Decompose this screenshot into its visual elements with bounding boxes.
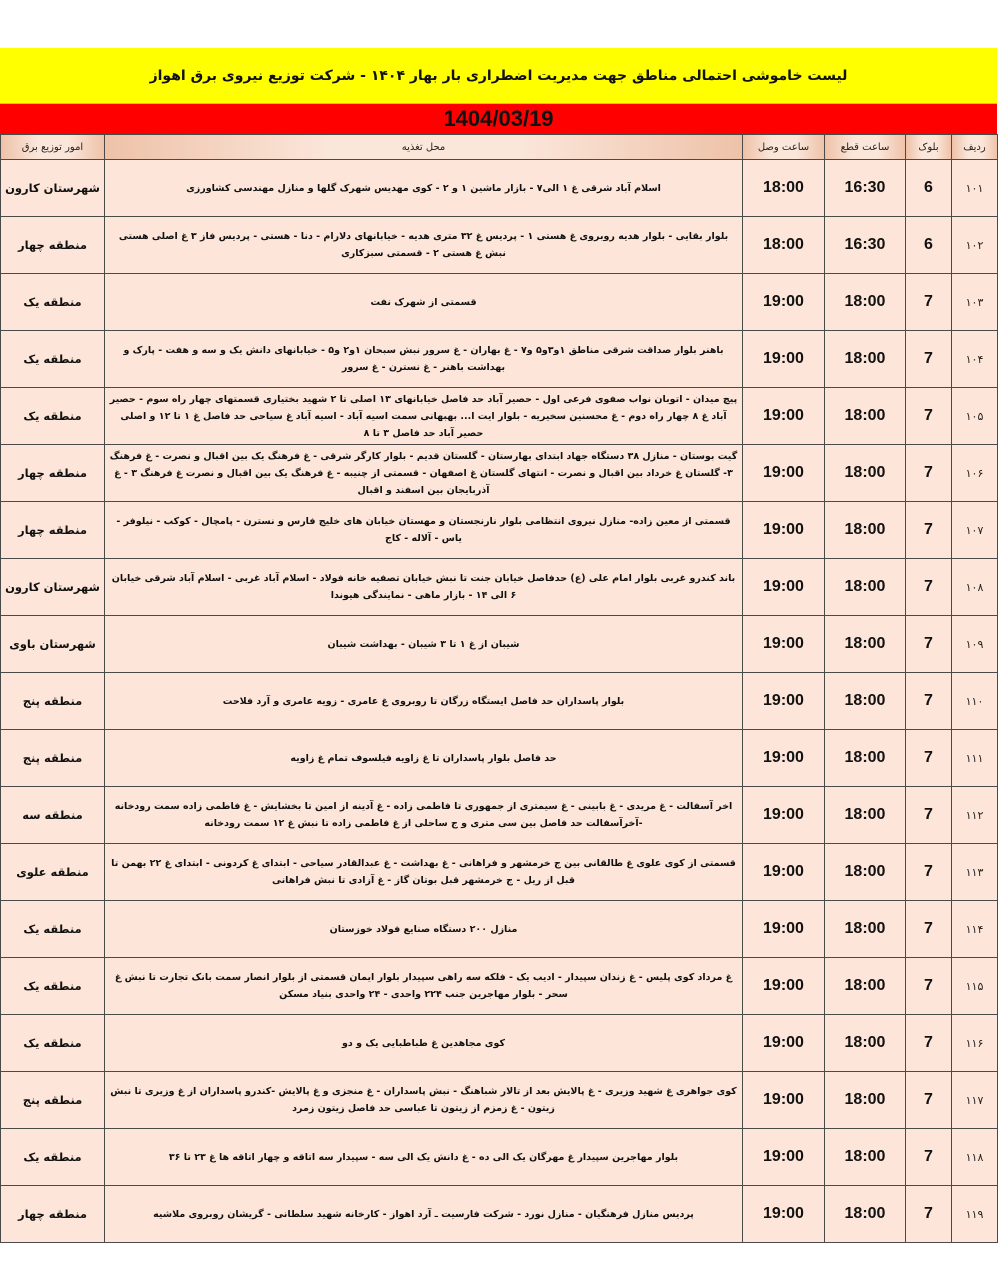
office-cell: منطقه یک [1, 1129, 105, 1186]
office-cell: شهرستان کارون [1, 160, 105, 217]
column-header-connect-time: ساعت وصل [743, 135, 825, 160]
connect-time-cell: 18:00 [743, 217, 825, 274]
location-cell: منازل ۲۰۰ دستگاه صنایع فولاد خوزستان [105, 901, 743, 958]
office-cell: منطقه پنج [1, 673, 105, 730]
table-row [1, 559, 998, 616]
table-body [1, 160, 998, 1243]
office-cell: شهرستان باوی [1, 616, 105, 673]
location-cell: باند کندرو غربی بلوار امام علی (ع) حدفاصل خیابان جنت تا نبش خیابان تصفیه خانه فولاد - اسلام آباد غربی - اسلام آباد شرقی خیابان ۶ الی ۱۴ - بازار ماهی - نمایندگی هیوندا [105, 559, 743, 616]
location-cell: قسمتی از معین زاده- منازل نیروی انتظامی بلوار نارنجستان و مهستان خیابان های خلیج فارس و نسترن - پامچال - کوکب - نیلوفر - یاس - آلاله - کاج [105, 502, 743, 559]
connect-time-cell: 19:00 [743, 1129, 825, 1186]
outage-schedule-sheet [0, 48, 997, 1243]
cut-time-cell: 18:00 [825, 274, 906, 331]
cut-time-cell: 16:30 [825, 217, 906, 274]
cut-time-cell: 18:00 [825, 901, 906, 958]
office-cell: منطقه چهار [1, 502, 105, 559]
office-cell: منطقه چهار [1, 217, 105, 274]
block-cell: 7 [906, 787, 952, 844]
location-cell: قسمتی از کوی علوی غ طالقانی بین ج خرمشهر و فراهانی - غ بهداشت - غ عبدالقادر سیاحی - ابتدای غ کردونی - ابتدای غ ۲۲ بهمن تا قبل از ریل - ج خرمشهر قبل بوتان گاز - غ آزادی تا نبش فراهانی [105, 844, 743, 901]
table-row [1, 331, 998, 388]
location-cell: اخر آسفالت - غ مریدی - غ بابینی - غ سیمتری از جمهوری تا فاطمی زاده - غ آدینه از امین تا بخشایش - غ فاطمی زاده سمت رودخانه -آخرآسفالت حد فاصل بین سی متری و ج ساحلی از غ فاطمی زاده تا نبش غ ۱۲ سمت رودخانه [105, 787, 743, 844]
table-row [1, 787, 998, 844]
office-cell: منطقه یک [1, 331, 105, 388]
table-row [1, 958, 998, 1015]
connect-time-cell: 19:00 [743, 844, 825, 901]
row-number-cell: ۱۰۳ [952, 274, 998, 331]
table-row [1, 616, 998, 673]
location-cell: حد فاصل بلوار پاسداران تا غ زاویه فیلسوف تمام غ زاویه [105, 730, 743, 787]
cut-time-cell: 18:00 [825, 388, 906, 445]
office-cell: منطقه سه [1, 787, 105, 844]
table-row [1, 388, 998, 445]
cut-time-cell: 18:00 [825, 1072, 906, 1129]
table-row [1, 844, 998, 901]
location-cell: اسلام آباد شرقی غ ۱ الی۷ - بازار ماشین ۱ و ۲ - کوی مهدیس شهرک گلها و منازل مهندسی کشاورزی [105, 160, 743, 217]
office-cell: منطقه یک [1, 901, 105, 958]
cut-time-cell: 18:00 [825, 502, 906, 559]
block-cell: 7 [906, 1072, 952, 1129]
block-cell: 7 [906, 616, 952, 673]
block-cell: 7 [906, 958, 952, 1015]
office-cell: منطقه پنج [1, 730, 105, 787]
connect-time-cell: 19:00 [743, 559, 825, 616]
column-header-block: بلوک [906, 135, 952, 160]
office-cell: منطقه یک [1, 1015, 105, 1072]
connect-time-cell: 18:00 [743, 160, 825, 217]
location-cell: باهنر بلوار صداقت شرقی مناطق ۱و۳و۵ و۷ - غ بهاران - غ سرور نبش سبحان ۱و۲ و۵ - خیابانهای دانش یک و سه و هفت - پارک و بهداشت باهنر - غ نسترن - غ سرور [105, 331, 743, 388]
row-number-cell: ۱۰۷ [952, 502, 998, 559]
table-row [1, 274, 998, 331]
title-band [0, 48, 997, 104]
connect-time-cell: 19:00 [743, 1015, 825, 1072]
connect-time-cell: 19:00 [743, 730, 825, 787]
location-cell: قسمتی از شهرک نفت [105, 274, 743, 331]
office-cell: شهرستان کارون [1, 559, 105, 616]
office-cell: منطقه یک [1, 274, 105, 331]
page-title: لیست خاموشی احتمالی مناطق جهت مدیریت اضطراری بار بهار ۱۴۰۴ - شرکت توزیع نیروی برق اهواز [149, 67, 848, 84]
location-cell: غ مرداد کوی پلیس - غ زندان سپیدار - ادیب یک - فلکه سه راهی سپیدار بلوار ایمان قسمتی از بلوار انصار سمت بانک تجارت تا نبش غ سحر - بلوار مهاجرین جنب ۲۲۴ واحدی - ۲۴ واحدی بنیاد مسکن [105, 958, 743, 1015]
connect-time-cell: 19:00 [743, 1072, 825, 1129]
cut-time-cell: 18:00 [825, 673, 906, 730]
row-number-cell: ۱۰۵ [952, 388, 998, 445]
office-cell: منطقه یک [1, 958, 105, 1015]
office-cell: منطقه یک [1, 388, 105, 445]
cut-time-cell: 18:00 [825, 730, 906, 787]
block-cell: 7 [906, 730, 952, 787]
cut-time-cell: 16:30 [825, 160, 906, 217]
column-header-row-no: ردیف [952, 135, 998, 160]
connect-time-cell: 19:00 [743, 787, 825, 844]
block-cell: 7 [906, 502, 952, 559]
row-number-cell: ۱۱۴ [952, 901, 998, 958]
connect-time-cell: 19:00 [743, 502, 825, 559]
outage-table [0, 134, 998, 1243]
table-row [1, 673, 998, 730]
table-row [1, 1129, 998, 1186]
cut-time-cell: 18:00 [825, 559, 906, 616]
table-row [1, 1186, 998, 1243]
row-number-cell: ۱۱۲ [952, 787, 998, 844]
office-cell: منطقه چهار [1, 1186, 105, 1243]
table-row [1, 445, 998, 502]
row-number-cell: ۱۰۱ [952, 160, 998, 217]
cut-time-cell: 18:00 [825, 445, 906, 502]
block-cell: 7 [906, 331, 952, 388]
block-cell: 7 [906, 844, 952, 901]
cut-time-cell: 18:00 [825, 787, 906, 844]
block-cell: 7 [906, 1186, 952, 1243]
row-number-cell: ۱۰۴ [952, 331, 998, 388]
connect-time-cell: 19:00 [743, 673, 825, 730]
block-cell: 7 [906, 1015, 952, 1072]
table-row [1, 217, 998, 274]
location-cell: بلوار پاسداران حد فاصل ایستگاه زرگان تا روبروی غ عامری - زویه عامری و آرد فلاحت [105, 673, 743, 730]
cut-time-cell: 18:00 [825, 1186, 906, 1243]
block-cell: 7 [906, 274, 952, 331]
row-number-cell: ۱۱۰ [952, 673, 998, 730]
row-number-cell: ۱۰۶ [952, 445, 998, 502]
row-number-cell: ۱۰۲ [952, 217, 998, 274]
connect-time-cell: 19:00 [743, 1186, 825, 1243]
row-number-cell: ۱۱۳ [952, 844, 998, 901]
row-number-cell: ۱۱۹ [952, 1186, 998, 1243]
schedule-date: 1404/03/19 [443, 106, 554, 131]
location-cell: کوی جواهری غ شهید وزیری - غ پالایش بعد از تالار شباهنگ - نبش پاسداران - غ منجزی و غ پالایش -کندرو پاسداران از غ وزیری تا نبش زیتون - غ زمزم از زیتون تا عباسی حد فاصل زیتون زمرد [105, 1072, 743, 1129]
block-cell: 6 [906, 217, 952, 274]
connect-time-cell: 19:00 [743, 616, 825, 673]
cut-time-cell: 18:00 [825, 844, 906, 901]
block-cell: 7 [906, 673, 952, 730]
table-row [1, 901, 998, 958]
table-row [1, 1015, 998, 1072]
table-row [1, 730, 998, 787]
row-number-cell: ۱۱۸ [952, 1129, 998, 1186]
row-number-cell: ۱۰۸ [952, 559, 998, 616]
connect-time-cell: 19:00 [743, 388, 825, 445]
row-number-cell: ۱۱۶ [952, 1015, 998, 1072]
location-cell: پیچ میدان - اتوبان نواب صفوی فرعی اول - حصیر آباد حد فاصل خیابانهای ۱۳ اصلی تا ۲ شهید بختیاری قسمتهای چهار راه سوم - حصیر آباد غ ۸ چهار راه دوم - غ محسنین سخیریه - بلوار ایت ا... بهبهانی سمت اسیه آباد - اسیه آباد غ سیاحی حد فاصل غ ۱ تا ۱۲ و اصلی حصیر آباد حد فاصل ۳ تا ۸ [105, 388, 743, 445]
block-cell: 7 [906, 1129, 952, 1186]
location-cell: کوی مجاهدین غ طباطبایی یک و دو [105, 1015, 743, 1072]
table-row [1, 160, 998, 217]
row-number-cell: ۱۰۹ [952, 616, 998, 673]
cut-time-cell: 18:00 [825, 1015, 906, 1072]
cut-time-cell: 18:00 [825, 958, 906, 1015]
location-cell: شیبان از غ ۱ تا ۳ شیبان - بهداشت شیبان [105, 616, 743, 673]
column-header-cut-time: ساعت قطع [825, 135, 906, 160]
office-cell: منطقه پنج [1, 1072, 105, 1129]
connect-time-cell: 19:00 [743, 331, 825, 388]
column-header-office: امور توزیع برق [1, 135, 105, 160]
table-row [1, 1072, 998, 1129]
location-cell: بلوار مهاجرین سپیدار غ مهرگان یک الی ده - غ دانش یک الی سه - سپیدار سه اتاقه و چهار اتاقه ها غ ۲۳ تا ۳۶ [105, 1129, 743, 1186]
block-cell: 7 [906, 388, 952, 445]
row-number-cell: ۱۱۱ [952, 730, 998, 787]
row-number-cell: ۱۱۷ [952, 1072, 998, 1129]
table-row [1, 502, 998, 559]
office-cell: منطقه علوی [1, 844, 105, 901]
block-cell: 7 [906, 445, 952, 502]
location-cell: گیت بوستان - منازل ۳۸ دستگاه جهاد ابتدای بهارستان - گلستان قدیم - بلوار کارگر شرقی - غ فرهنگ یک بین اقبال و نصرت - غ فرهنگ ۳- گلستان غ خرداد بین اقبال و نصرت - انتهای گلستان غ اصفهان - قسمتی از چنیبه - غ فرهنگ یک بین اقبال و نصرت غ فرهنگ ۳ - غ آذربایجان بین اسفند و اقبال [105, 445, 743, 502]
block-cell: 7 [906, 901, 952, 958]
location-cell: بلوار بقایی - بلوار هدیه روبروی غ هستی ۱ - پردیس غ ۳۲ متری هدیه - خیابانهای دلارام - دنا - هستی - پردیس فاز ۳ غ اصلی هستی نبش غ هستی ۲ - قسمتی سبزکاری [105, 217, 743, 274]
location-cell: پردیس منازل فرهنگیان - منازل نورد - شرکت فارسیت ـ آرد اهواز - کارخانه شهید سلطانی - گریشان روبروی ملاشیه [105, 1186, 743, 1243]
block-cell: 7 [906, 559, 952, 616]
column-header-location: محل تغذیه [105, 135, 743, 160]
connect-time-cell: 19:00 [743, 445, 825, 502]
cut-time-cell: 18:00 [825, 616, 906, 673]
connect-time-cell: 19:00 [743, 901, 825, 958]
block-cell: 6 [906, 160, 952, 217]
table-header-row [1, 135, 998, 160]
cut-time-cell: 18:00 [825, 1129, 906, 1186]
row-number-cell: ۱۱۵ [952, 958, 998, 1015]
date-band [0, 104, 997, 134]
connect-time-cell: 19:00 [743, 274, 825, 331]
cut-time-cell: 18:00 [825, 331, 906, 388]
office-cell: منطقه چهار [1, 445, 105, 502]
connect-time-cell: 19:00 [743, 958, 825, 1015]
